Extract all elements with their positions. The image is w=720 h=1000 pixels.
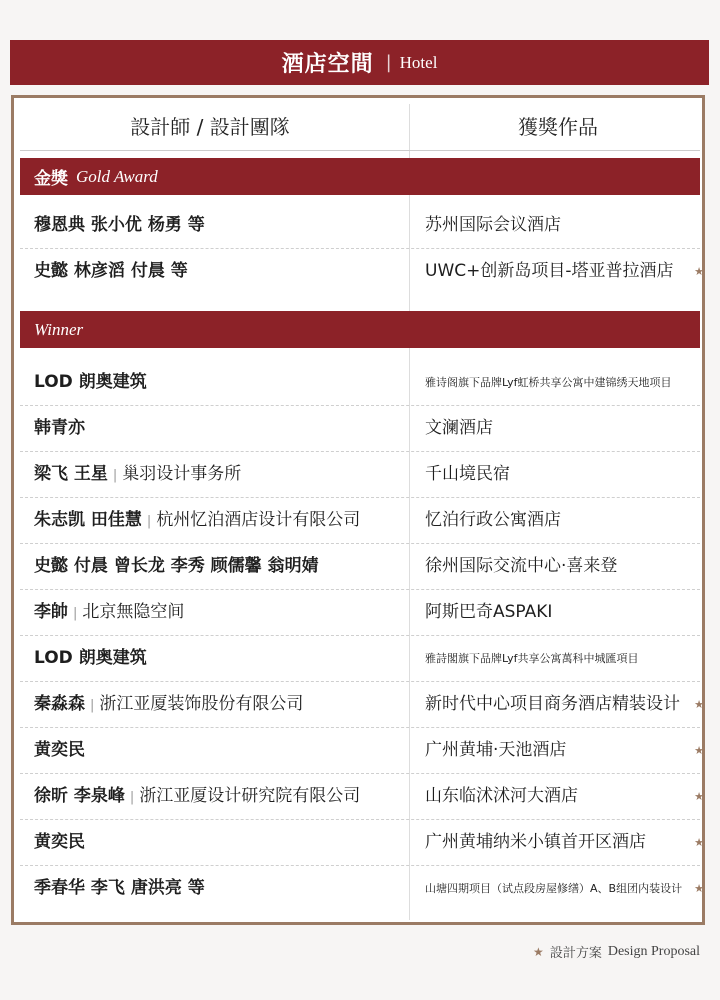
designer-name: 李帥	[34, 602, 68, 622]
award-work: 苏州国际会议酒店	[425, 215, 561, 235]
designer-cell	[34, 360, 147, 405]
designer-cell	[34, 774, 360, 819]
table-row	[20, 820, 704, 866]
legend	[533, 942, 700, 961]
award-work: 广州黄埔纳米小镇首开区酒店	[425, 832, 646, 852]
section-band	[20, 158, 700, 195]
award-work: 阿斯巴奇ASPAKI	[425, 602, 553, 622]
award-work: 千山境民宿	[425, 464, 510, 484]
title-bar	[10, 40, 709, 85]
legend-label-en: Design Proposal	[607, 943, 700, 959]
designer-cell	[34, 820, 85, 865]
designer-name: 季春华 李飞 唐洪亮 等	[34, 878, 205, 898]
table-row	[20, 682, 704, 728]
award-work: 徐州国际交流中心·喜来登	[425, 556, 618, 576]
title-separator: |	[385, 52, 392, 73]
designer-cell	[34, 452, 241, 497]
section-title-en: Gold Award	[76, 166, 158, 186]
designer-affiliation: 杭州忆泊酒店设计有限公司	[156, 510, 361, 530]
star-icon: ★	[694, 836, 704, 849]
table-row	[20, 360, 700, 406]
designer-affiliation: 浙江亚厦设计研究院有限公司	[139, 786, 361, 806]
designer-name: 穆恩典 张小优 杨勇 等	[34, 215, 205, 235]
affiliation-separator: |	[90, 698, 95, 713]
designer-name: 秦淼森	[34, 694, 85, 714]
section-title-cn: 金獎	[34, 169, 68, 189]
designer-name: 韩青亦	[34, 418, 85, 438]
affiliation-separator: |	[129, 790, 135, 805]
title-chinese: 酒店空間	[281, 51, 374, 77]
designer-cell	[34, 682, 303, 727]
designer-affiliation: 北京無隐空间	[82, 602, 185, 622]
title-english: Hotel	[399, 52, 438, 72]
award-work: 新时代中心项目商务酒店精装设计	[425, 694, 680, 714]
table-row	[20, 498, 700, 544]
designer-cell	[34, 203, 205, 248]
table-row	[20, 590, 700, 636]
table-row	[20, 728, 704, 774]
header-divider	[20, 150, 700, 151]
awards-table	[11, 95, 705, 925]
award-work: 文澜酒店	[425, 418, 493, 438]
designer-cell	[34, 249, 188, 294]
affiliation-separator: |	[146, 514, 152, 529]
table-row	[20, 866, 704, 912]
designer-cell	[34, 544, 319, 589]
designer-cell	[34, 636, 147, 681]
designer-name: 史懿 林彦滔 付晨 等	[34, 261, 188, 281]
designer-cell	[34, 498, 360, 543]
header-work: 獲獎作品	[518, 115, 598, 139]
table-row	[20, 774, 704, 820]
designer-name: 黄奕民	[34, 740, 85, 760]
designer-cell	[34, 590, 184, 635]
designer-name: LOD 朗奥建筑	[34, 648, 147, 668]
affiliation-separator: |	[73, 606, 78, 621]
header-designer: 設計師 / 設計團隊	[130, 115, 290, 139]
award-work: 雅诗阁旗下品牌Lyf虹桥共享公寓中建锦绣天地项目	[425, 376, 672, 389]
designer-name: 黄奕民	[34, 832, 85, 852]
table-row	[20, 249, 704, 295]
award-work: UWC+创新岛项目-塔亚普拉酒店	[425, 261, 674, 281]
star-icon: ★	[694, 882, 704, 895]
award-work: 广州黄埔·天池酒店	[425, 740, 567, 760]
legend-label-cn: 設計方案	[549, 946, 602, 961]
designer-name: 梁飞 王星	[34, 464, 108, 484]
affiliation-separator: |	[112, 468, 118, 483]
section-title-en: Winner	[34, 319, 84, 339]
table-row	[20, 203, 700, 249]
designer-name: 史懿 付晨 曾长龙 李秀 顾儒馨 翁明婧	[34, 556, 319, 576]
star-icon: ★	[694, 698, 704, 711]
section-band	[20, 311, 700, 348]
table-row	[20, 544, 700, 590]
designer-cell	[34, 728, 85, 773]
designer-name: 朱志凯 田佳慧	[34, 510, 142, 530]
star-icon: ★	[694, 790, 704, 803]
designer-affiliation: 浙江亚厦装饰股份有限公司	[99, 694, 304, 714]
designer-cell	[34, 406, 85, 451]
designer-cell	[34, 866, 205, 911]
star-icon: ★	[533, 944, 544, 959]
designer-name: 徐昕 李泉峰	[34, 786, 125, 806]
designer-affiliation: 巢羽设计事务所	[122, 464, 242, 484]
award-work: 山东临沭沭河大酒店	[425, 786, 578, 806]
award-work: 忆泊行政公寓酒店	[425, 510, 561, 530]
award-work: 山塘四期项目（试点段房屋修缮）A、B组团内装设计	[425, 882, 683, 895]
award-work: 雅詩閣旗下品牌Lyf共享公寓萬科中城匯項目	[425, 652, 639, 665]
designer-name: LOD 朗奥建筑	[34, 372, 147, 392]
table-row	[20, 636, 700, 682]
star-icon: ★	[694, 265, 704, 278]
table-row	[20, 406, 700, 452]
table-row	[20, 452, 700, 498]
star-icon: ★	[694, 744, 704, 757]
